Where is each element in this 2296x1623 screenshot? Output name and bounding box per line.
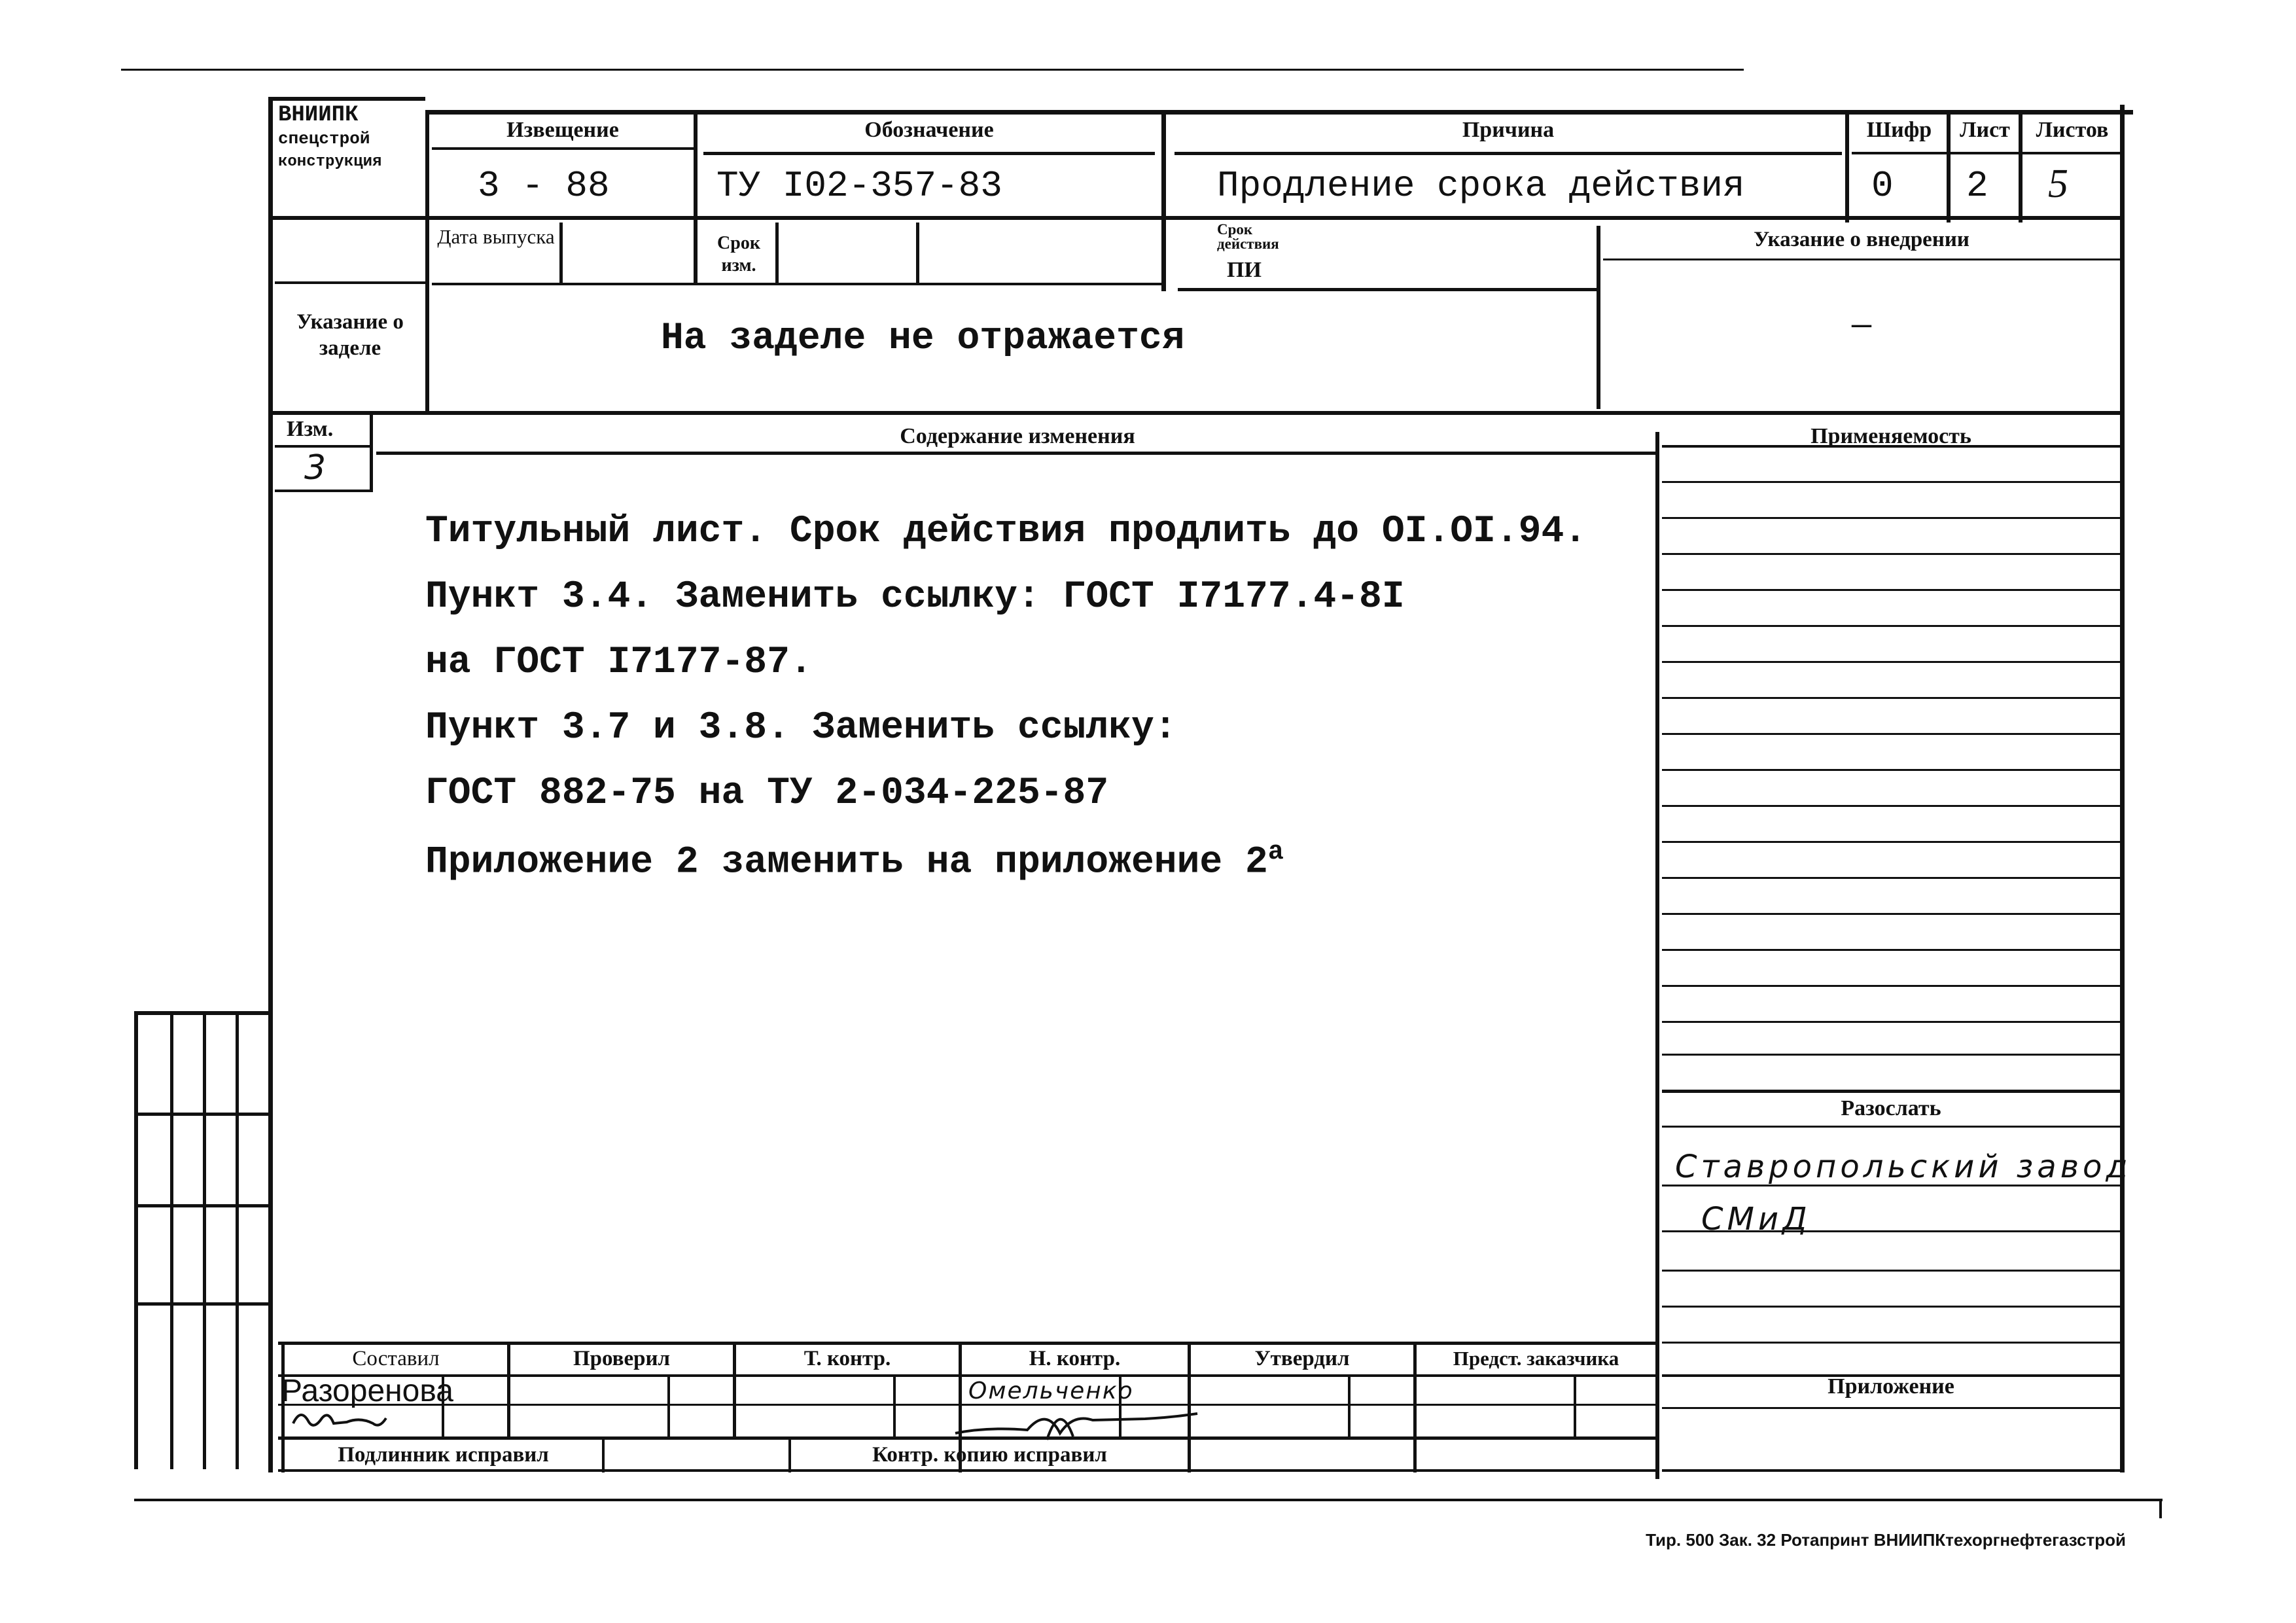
designation-value: ТУ I02-357-83	[716, 165, 1002, 207]
implementation-value: —	[1851, 308, 1871, 345]
copy-fixed-label: Контр. копию исправил	[872, 1443, 1107, 1467]
content-line-6	[425, 838, 1284, 883]
sheet-value: 2	[1966, 165, 1988, 207]
backlog-label: Указание о заделе	[296, 310, 404, 360]
org-line-2: спецстрой	[278, 129, 370, 149]
checked-label: Проверил	[573, 1347, 671, 1370]
distribute-line-1: Ставропольский завод	[1675, 1149, 2132, 1185]
implementation-label: Указание о внедрении	[1754, 228, 1969, 251]
norm-control-name: Омельченко	[968, 1378, 1134, 1404]
backlog-value: На заделе не отражается	[661, 317, 1185, 360]
compiled-signature	[288, 1404, 393, 1436]
customer-label: Предст. заказчика	[1453, 1347, 1619, 1370]
org-stamp	[278, 103, 381, 174]
content-line-6-text: Приложение 2 заменить на приложение 2	[425, 841, 1268, 884]
change-label: Изм.	[287, 417, 334, 441]
compiled-label: Составил	[352, 1347, 440, 1370]
tech-control-label: Т. контр.	[804, 1347, 891, 1370]
norm-control-signature	[949, 1394, 1224, 1446]
sheets-value: 5	[2048, 162, 2068, 206]
reason-label: Причина	[1462, 118, 1555, 142]
sheets-label: Листов	[2036, 118, 2109, 142]
content-line-1: Титульный лист. Срок действия продлить до OI.OI.94.	[425, 510, 1587, 553]
org-line-3: конструкция	[278, 153, 382, 171]
reason-value: Продление срока действия	[1217, 165, 1745, 207]
org-line-1: ВНИИПК	[278, 103, 359, 128]
validity-value: ПИ	[1227, 258, 1262, 282]
designation-label: Обозначение	[864, 118, 994, 142]
distribute-label: Разослать	[1841, 1096, 1941, 1120]
content-line-2: Пункт 3.4. Заменить ссылку: ГОСТ I7177.4-8I	[425, 576, 1405, 618]
content-superscript: а	[1267, 838, 1284, 867]
attachment-label: Приложение	[1828, 1374, 1954, 1399]
print-footer: Тир. 500 Зак. 32 Ротапринт ВНИИПКтехоргнефтегазстрой	[1646, 1530, 2126, 1550]
issue-date-label: Дата выпуска	[437, 225, 555, 248]
distribute-line-2: СМиД	[1701, 1201, 1811, 1238]
notice-value: 3 - 88	[478, 165, 610, 207]
change-value: 3	[304, 448, 330, 488]
change-term-label: Срок изм.	[717, 233, 760, 276]
code-value: 0	[1871, 165, 1894, 207]
content-line-5: ГОСТ 882-75 на ТУ 2-034-225-87	[425, 772, 1109, 815]
sheet-label: Лист	[1960, 118, 2010, 142]
notice-label: Извещение	[506, 118, 619, 142]
code-label: Шифр	[1866, 118, 1932, 142]
content-line-3: на ГОСТ I7177-87.	[425, 641, 813, 684]
content-line-4: Пункт 3.7 и 3.8. Заменить ссылку:	[425, 707, 1177, 749]
content-title: Содержание изменения	[900, 424, 1135, 448]
original-fixed-label: Подлинник исправил	[338, 1443, 549, 1467]
compiled-name: Разоренова	[281, 1374, 453, 1408]
approved-label: Утвердил	[1254, 1347, 1350, 1370]
applicability-label: Применяемость	[1810, 424, 1971, 448]
norm-control-label: Н. контр.	[1029, 1347, 1121, 1370]
validity-label: Срок действия	[1217, 221, 1279, 252]
